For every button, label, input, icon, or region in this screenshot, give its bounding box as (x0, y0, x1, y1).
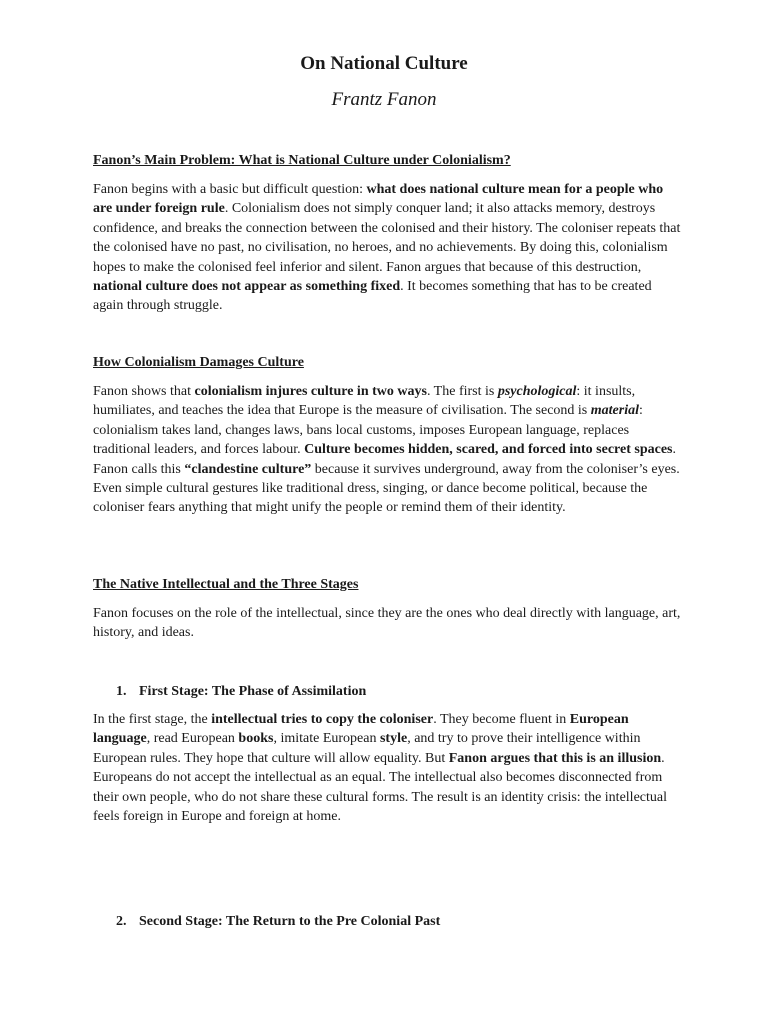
section-heading-damages-culture: How Colonialism Damages Culture (93, 355, 304, 370)
text-run: Fanon begins with a basic but difficult question: (93, 182, 367, 197)
section-heading-native-intellectual: The Native Intellectual and the Three Stages (93, 577, 359, 592)
bold-run: European language (93, 712, 629, 747)
bold-run: style (379, 731, 408, 747)
text-run: , read European (146, 731, 239, 747)
numbered-heading-stage-2 (116, 912, 676, 931)
numbered-heading-text: First Stage: The Phase of Assimilation (139, 684, 367, 699)
list-number: 2. (116, 914, 127, 929)
document-author: Frantz Fanon (331, 89, 437, 110)
text-run: . The first is (426, 384, 498, 399)
text-run: . They become fluent in (433, 712, 570, 727)
document-title: On National Culture (300, 53, 468, 74)
text-run: Fanon shows that (93, 384, 195, 399)
section-heading-main-problem: Fanon’s Main Problem: What is National Culture under Colonialism? (93, 153, 511, 168)
text-run: because it survives underground, away from the coloniser’s eyes. Even simple cultural gestures like traditional dress, singing, or dance become political, because the coloniser fears anything that might unify the people or remind them of their identity. (93, 461, 680, 516)
numbered-heading-text: Second Stage: The Return to the Pre Colonial Past (139, 914, 441, 929)
bold-italic-run (498, 384, 577, 399)
bold-run: Fanon argues that this is an illusion (448, 750, 662, 766)
bold-run: colonialism injures culture in two ways (194, 384, 427, 399)
text-run: : colonialism takes land, changes laws, bans local customs, imposes European language, replaces traditional leaders, and forces labour. (93, 403, 643, 458)
bold-run: books (238, 731, 274, 747)
text-run: : it insults, humiliates, and teaches the idea that Europe is the measure of civilisation. The second is (93, 384, 636, 419)
text-run: . Europeans do not accept the intellectual as an equal. The intellectual also becomes disconnected from their own people, who do not share these cultural forms. The result is an identity crisis: the intellectual feels foreign in Europe and foreign at home. (93, 750, 667, 825)
list-number: 1. (116, 684, 127, 699)
text-run: In the first stage, the (93, 712, 212, 727)
paragraph-main-problem (93, 180, 683, 316)
bold-run: what does national culture mean for a people who are under foreign rule (93, 182, 664, 217)
bold-italic-text: psychological (497, 384, 577, 399)
paragraph-native-intellectual: Fanon focuses on the role of the intellectual, since they are the ones who deal directly with language, art, history, and ideas. (93, 606, 681, 641)
text-run: , and try to prove their intelligence within European rules. They hope that culture will allow equality. But (93, 731, 641, 766)
bold-run: intellectual tries to copy the coloniser (211, 712, 434, 727)
text-run: , imitate European (273, 731, 380, 747)
text-run: . It becomes something that has to be created again through struggle. (93, 279, 652, 314)
bold-italic-text: material (590, 403, 639, 419)
paragraph-stage-1 (93, 710, 683, 826)
numbered-heading-stage-1 (116, 682, 676, 701)
paragraph-damages-culture (93, 382, 683, 518)
bold-run: Culture becomes hidden, scared, and forced into secret spaces (304, 442, 673, 458)
bold-italic-run (591, 403, 639, 418)
text-run: . Colonialism does not simply conquer land; it also attacks memory, destroys confidence, and breaks the connection between the colonised and their history. The coloniser repeats that the colonised have no past, no civilisation, no heroes, and no achievements. By doing this, colonialism hopes to make the colonised feel inferior and silent. Fanon argues that because of this destruction, (93, 201, 681, 275)
bold-run: “clandestine culture” (184, 461, 312, 477)
bold-run: national culture does not appear as something fixed (93, 279, 401, 295)
text-run: . Fanon calls this (93, 442, 676, 477)
